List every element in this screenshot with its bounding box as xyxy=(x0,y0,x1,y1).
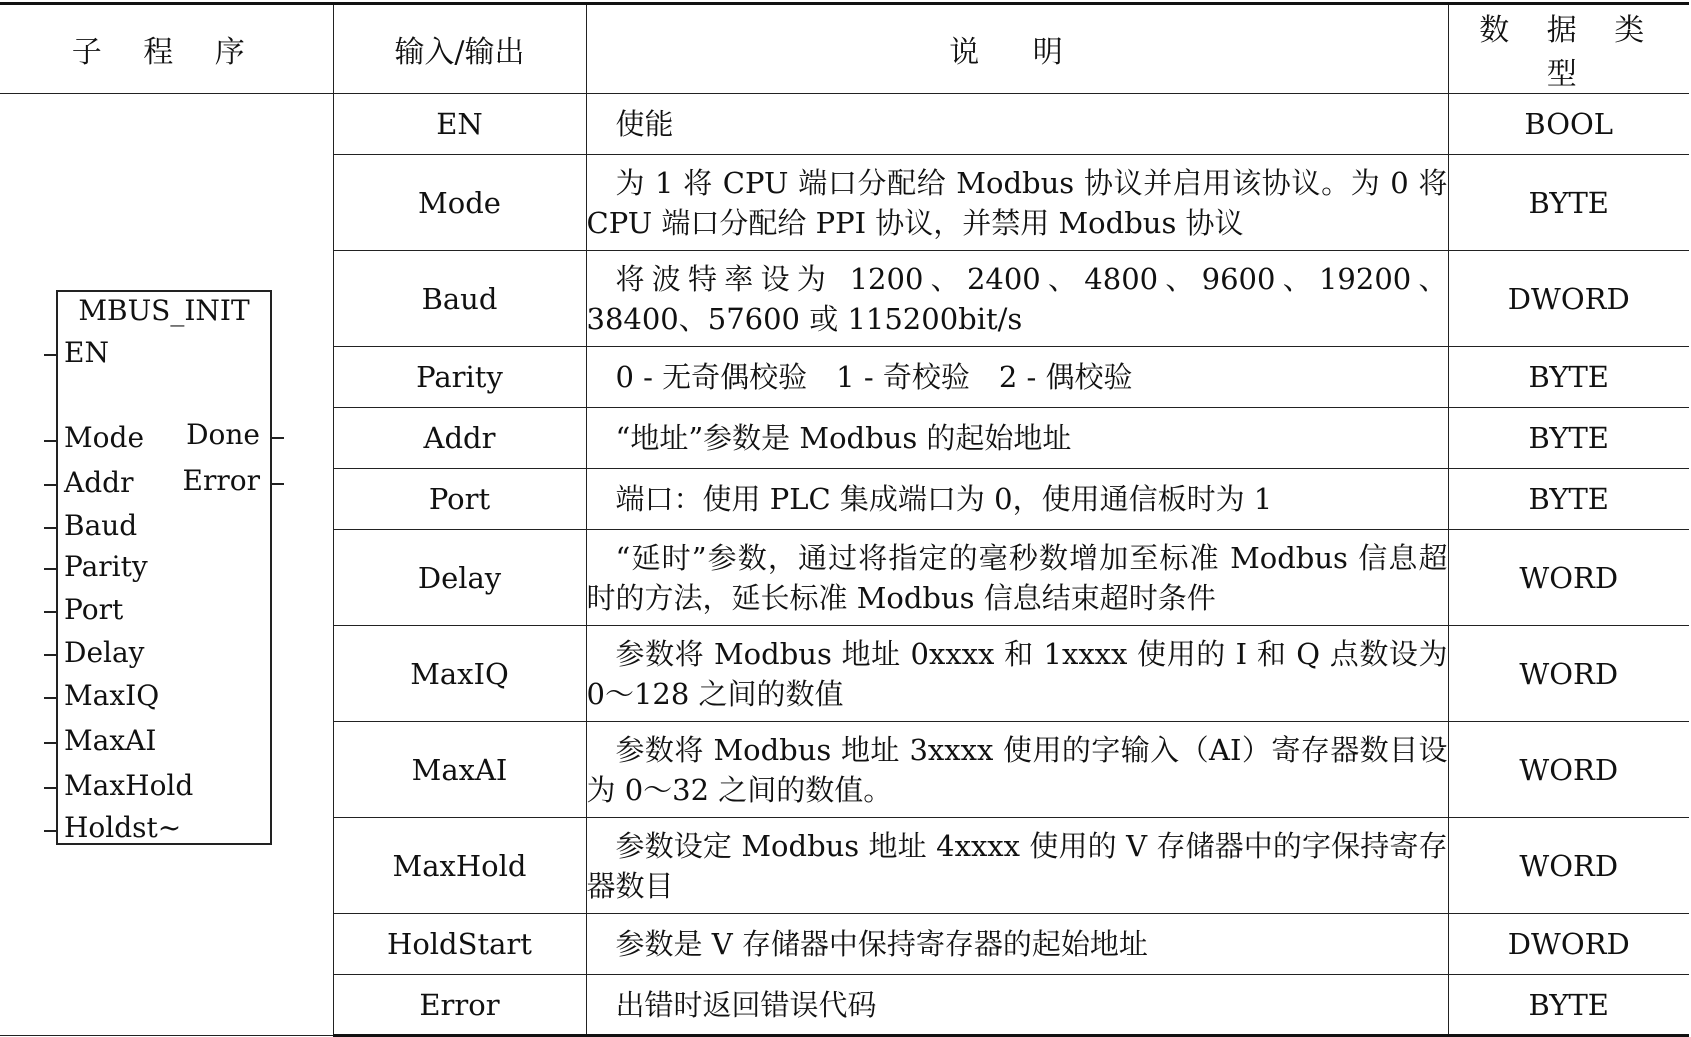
type-cell: WORD xyxy=(1448,626,1689,722)
block-title: MBUS_INIT xyxy=(78,294,250,327)
desc-cell xyxy=(586,530,1448,626)
desc-cell xyxy=(586,408,1448,469)
type-cell: BYTE xyxy=(1448,975,1689,1036)
pin-stub xyxy=(44,527,58,529)
io-cell: Delay xyxy=(333,530,586,626)
type-cell: BYTE xyxy=(1448,155,1689,251)
desc-text: 参数将 Modbus 地址 3xxxx 使用的字输入（AI）寄存器数目设为 0～32 之间的数值。 xyxy=(586,732,1448,807)
desc-cell xyxy=(586,626,1448,722)
desc-cell xyxy=(586,975,1448,1036)
pin-addr: Addr xyxy=(64,466,134,499)
header-description: 说 明 xyxy=(586,4,1448,94)
pin-stub xyxy=(270,483,284,485)
table-row xyxy=(0,94,1689,155)
desc-text: “地址”参数是 Modbus 的起始地址 xyxy=(615,421,1072,455)
pin-stub xyxy=(44,830,58,832)
pin-stub xyxy=(44,484,58,486)
header-row xyxy=(0,4,1689,94)
desc-text: 0 - 无奇偶校验 1 - 奇校验 2 - 偶校验 xyxy=(615,360,1133,394)
pin-baud: Baud xyxy=(64,509,138,542)
pin-stub xyxy=(44,440,58,442)
io-cell: Baud xyxy=(333,251,586,347)
pin-stub xyxy=(270,437,284,439)
pin-stub xyxy=(44,568,58,570)
type-cell: WORD xyxy=(1448,722,1689,818)
io-cell: EN xyxy=(333,94,586,155)
desc-cell xyxy=(586,347,1448,408)
desc-text: 出错时返回错误代码 xyxy=(615,987,877,1022)
desc-text: “延时”参数，通过将指定的毫秒数增加至标准 Modbus 信息超时的方法，延长标准 Modbus 信息结束超时条件 xyxy=(586,540,1448,615)
desc-cell xyxy=(586,722,1448,818)
desc-cell xyxy=(586,251,1448,347)
mbus-init-block xyxy=(56,290,272,845)
desc-cell xyxy=(586,914,1448,975)
type-cell: WORD xyxy=(1448,818,1689,914)
type-cell: DWORD xyxy=(1448,914,1689,975)
pin-parity: Parity xyxy=(64,550,148,583)
pin-maxiq: MaxIQ xyxy=(64,679,160,712)
type-cell: BOOL xyxy=(1448,94,1689,155)
type-cell: BYTE xyxy=(1448,469,1689,530)
type-cell: BYTE xyxy=(1448,347,1689,408)
io-cell: MaxAI xyxy=(333,722,586,818)
io-cell: Parity xyxy=(333,347,586,408)
io-cell: MaxIQ xyxy=(333,626,586,722)
pin-stub xyxy=(44,787,58,789)
pin-stub xyxy=(44,611,58,613)
pin-maxhold: MaxHold xyxy=(64,769,194,802)
desc-text: 将波特率设为 1200、2400、4800、9600、19200、38400、57600 或 115200bit/s xyxy=(586,261,1448,336)
pin-holdstart: Holdst~ xyxy=(64,811,182,844)
desc-cell xyxy=(586,469,1448,530)
desc-text: 参数是 V 存储器中保持寄存器的起始地址 xyxy=(615,927,1148,961)
header-subroutine: 子 程 序 xyxy=(0,4,333,94)
pin-error: Error xyxy=(182,464,260,497)
pin-done: Done xyxy=(186,418,260,451)
desc-text: 为 1 将 CPU 端口分配给 Modbus 协议并启用该协议。为 0 将 CPU 端口分配给 PPI 协议，并禁用 Modbus 协议 xyxy=(586,165,1448,240)
type-cell: BYTE xyxy=(1448,408,1689,469)
pin-port: Port xyxy=(64,593,124,626)
pin-stub xyxy=(44,742,58,744)
type-cell: DWORD xyxy=(1448,251,1689,347)
io-cell: Addr xyxy=(333,408,586,469)
desc-cell xyxy=(586,94,1448,155)
io-cell: Port xyxy=(333,469,586,530)
pin-stub xyxy=(44,697,58,699)
function-block-cell xyxy=(0,94,333,1036)
pin-stub xyxy=(44,354,58,356)
header-io: 输入/输出 xyxy=(333,4,586,94)
desc-text: 参数将 Modbus 地址 0xxxx 和 1xxxx 使用的 I 和 Q 点数设为 0～128 之间的数值 xyxy=(586,636,1448,711)
desc-text: 使能 xyxy=(615,107,674,141)
desc-cell xyxy=(586,155,1448,251)
pin-stub xyxy=(44,654,58,656)
pin-delay: Delay xyxy=(64,636,145,669)
desc-text: 参数设定 Modbus 地址 4xxxx 使用的 V 存储器中的字保持寄存器数目 xyxy=(586,828,1448,903)
desc-cell xyxy=(586,818,1448,914)
header-datatype: 数 据 类 型 xyxy=(1448,4,1689,94)
io-cell: HoldStart xyxy=(333,914,586,975)
parameter-table xyxy=(0,2,1689,1037)
pin-maxai: MaxAI xyxy=(64,724,157,757)
pin-en: EN xyxy=(64,336,109,369)
io-cell: Error xyxy=(333,975,586,1036)
desc-text: 端口：使用 PLC 集成端口为 0，使用通信板时为 1 xyxy=(615,482,1273,516)
type-cell: WORD xyxy=(1448,530,1689,626)
io-cell: MaxHold xyxy=(333,818,586,914)
pin-mode: Mode xyxy=(64,421,145,454)
io-cell: Mode xyxy=(333,155,586,251)
